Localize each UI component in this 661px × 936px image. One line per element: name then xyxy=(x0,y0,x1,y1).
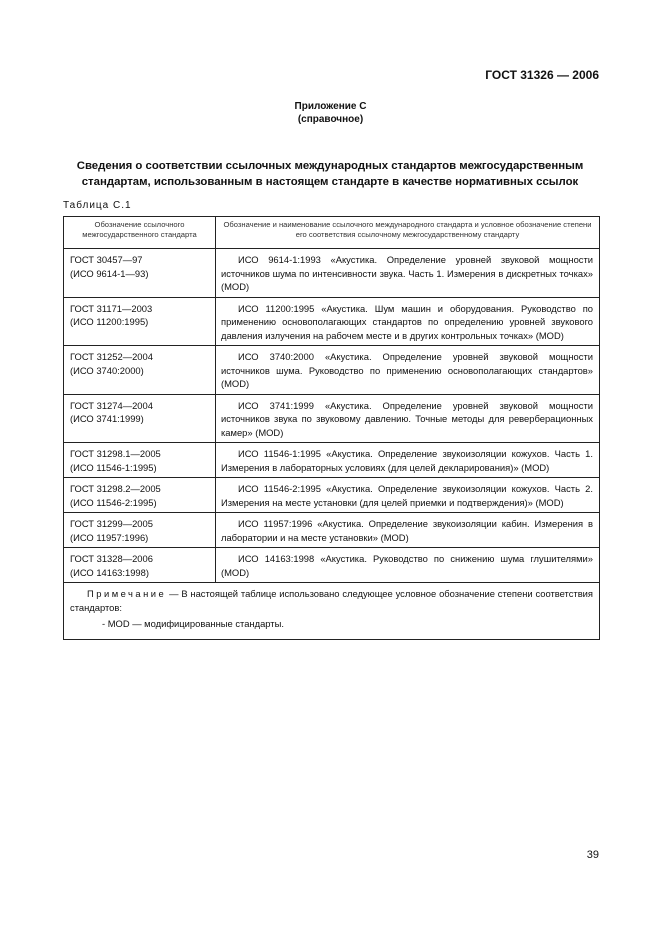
note-label: Примечание xyxy=(87,588,167,599)
international-standard-cell xyxy=(216,394,600,443)
interstate-standard-cell xyxy=(64,297,216,346)
page-number: 39 xyxy=(586,849,599,861)
table-label: Таблица С.1 xyxy=(63,200,132,211)
column-header-international-standard: Обозначение и наименование ссылочного международного стандарта и условное обозначение степени его соответствия ссылочному межгосударственному стандарту xyxy=(216,217,600,249)
interstate-standard-cell xyxy=(64,478,216,513)
international-standard-cell xyxy=(216,548,600,583)
gost-code: ГОСТ 31171—2003 xyxy=(70,302,153,314)
interstate-standard-cell xyxy=(64,249,216,298)
note-body: — В настоящей таблице использовано следующее условное обозначение степени соответствия стандартов: xyxy=(70,588,593,613)
section-heading: Сведения о соответствии ссылочных международных стандартов межгосударственным стандартам, использованным в настоящем стандарте в качестве нормативных ссылок xyxy=(76,160,584,188)
international-standard-cell xyxy=(216,346,600,395)
international-standard-cell xyxy=(216,443,600,478)
iso-code: (ИСО 3741:1999) xyxy=(70,413,144,424)
note-item: - MOD — модифицированные стандарты. xyxy=(102,618,284,629)
gost-code: ГОСТ 31298.1—2005 xyxy=(70,448,161,459)
note-row xyxy=(64,583,600,640)
interstate-standard-cell xyxy=(64,513,216,548)
iso-code: (ИСО 11546-1:1995) xyxy=(70,461,157,473)
standard-description: ИСО 14163:1998 «Акустика. Руководство по снижению шума глушителями» (MOD) xyxy=(221,553,593,578)
table-note xyxy=(64,583,600,640)
standards-table xyxy=(63,216,600,640)
standard-description: ИСО 11200:1995 «Акустика. Шум машин и оборудования. Руководство по применению основополагающих стандартов по определению уровней звукового давления излучения на рабочем месте и в других контрольных точках» (MOD) xyxy=(221,302,593,341)
international-standard-cell xyxy=(216,513,600,548)
iso-code: (ИСО 11200:1995) xyxy=(70,316,149,327)
document-code: ГОСТ 31326 — 2006 xyxy=(485,68,599,82)
standard-description: ИСО 11546-1:1995 «Акустика. Определение звукоизоляции кожухов. Часть 1. Измерения в лабораторных условиях (для целей декларирования)» (MOD) xyxy=(221,448,593,473)
interstate-standard-cell xyxy=(64,346,216,395)
table-row xyxy=(64,443,600,478)
table-row xyxy=(64,297,600,346)
standard-description: ИСО 11546-2:1995 «Акустика. Определение звукоизоляции кожухов. Часть 2. Измерения на месте установки (для целей приемки и подтверждения)» (MOD) xyxy=(221,483,593,508)
gost-code: ГОСТ 31274—2004 xyxy=(70,399,153,411)
table-row xyxy=(64,346,600,395)
table-row xyxy=(64,249,600,298)
table-row xyxy=(64,478,600,513)
standard-description: ИСО 9614-1:1993 «Акустика. Определение уровней звуковой мощности источников шума по интенсивности звука. Часть 1. Измерения в дискретных точках» (MOD) xyxy=(221,254,593,292)
interstate-standard-cell xyxy=(64,548,216,583)
gost-code: ГОСТ 31298.2—2005 xyxy=(70,483,161,494)
international-standard-cell xyxy=(216,478,600,513)
appendix-title: Приложение С xyxy=(294,101,367,112)
international-standard-cell xyxy=(216,249,600,298)
standard-description: ИСО 3740:2000 «Акустика. Определение уровней звуковой мощности источников шума. Руководство по применению основополагающих стандартов» (MOD) xyxy=(221,351,593,389)
column-header-interstate-standard: Обозначение ссылочного межгосударственного стандарта xyxy=(64,217,216,249)
international-standard-cell xyxy=(216,297,600,346)
standard-description: ИСО 11957:1996 «Акустика. Определение звукоизоляции кабин. Измерения в лаборатории и на месте установки» (MOD) xyxy=(221,518,593,543)
gost-code: ГОСТ 31299—2005 xyxy=(70,518,153,529)
appendix-subtitle: (справочное) xyxy=(297,114,364,125)
iso-code: (ИСО 11546-2:1995) xyxy=(70,496,157,508)
iso-code: (ИСО 11957:1996) xyxy=(70,531,149,543)
gost-code: ГОСТ 30457—97 xyxy=(70,254,143,265)
table-row xyxy=(64,394,600,443)
table-row xyxy=(64,513,600,548)
standard-description: ИСО 3741:1999 «Акустика. Определение уровней звуковой мощности источников звука по звуковому давлению. Точные методы для реверберационных камер» (MOD) xyxy=(221,399,593,438)
table-header-row xyxy=(64,217,600,249)
gost-code: ГОСТ 31252—2004 xyxy=(70,351,153,362)
iso-code: (ИСО 3740:2000) xyxy=(70,364,144,376)
iso-code: (ИСО 9614-1—93) xyxy=(70,267,149,279)
interstate-standard-cell xyxy=(64,443,216,478)
iso-code: (ИСО 14163:1998) xyxy=(70,566,149,578)
table-row xyxy=(64,548,600,583)
interstate-standard-cell xyxy=(64,394,216,443)
gost-code: ГОСТ 31328—2006 xyxy=(70,553,153,564)
note-text xyxy=(70,587,593,614)
appendix-heading xyxy=(0,100,661,126)
